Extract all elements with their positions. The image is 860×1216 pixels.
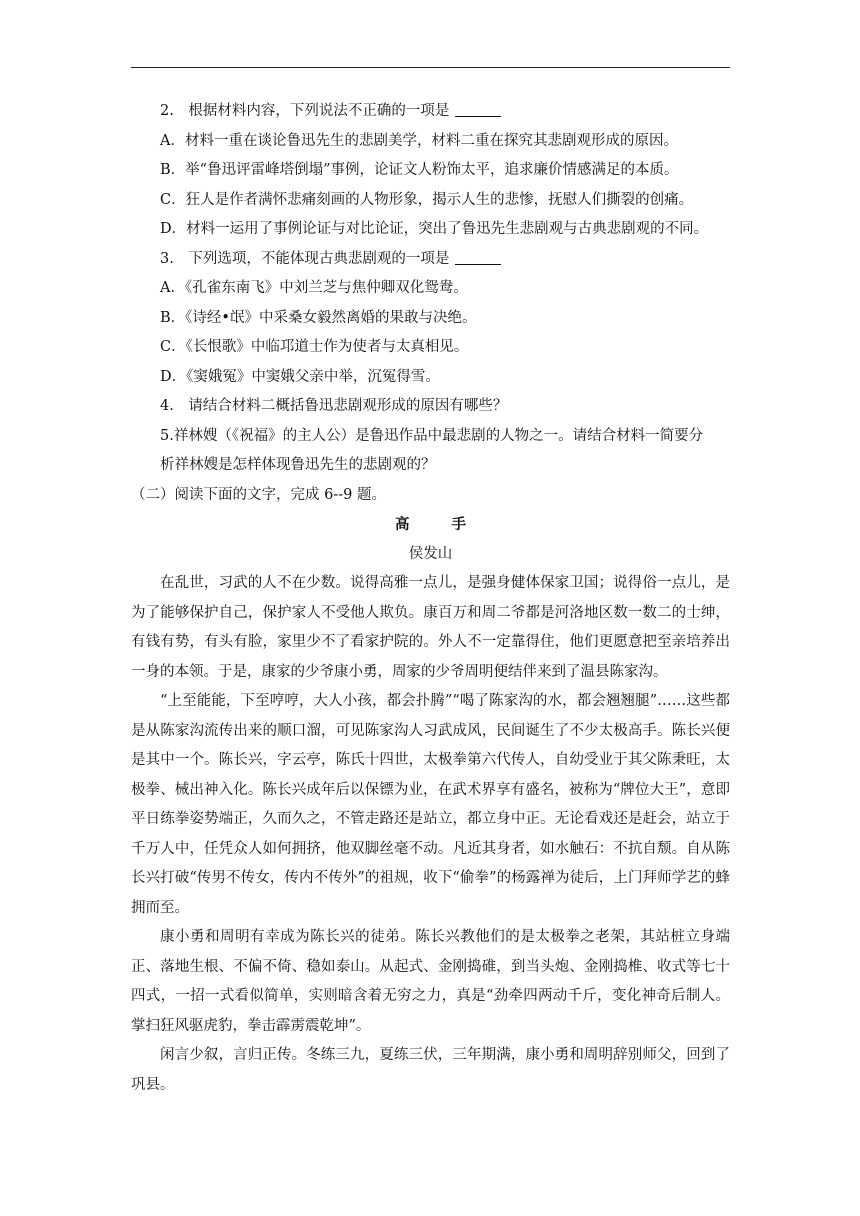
question-2-text: 2. 根据材料内容，下列说法不正确的一项是 [160, 103, 450, 119]
story-author: 侯发山 [408, 545, 453, 562]
question-3-text: 3. 下列选项，不能体现古典悲剧观的一项是 [160, 250, 450, 267]
question-3-option-a: A．《孔雀东南飞》中刘兰芝与焦仲卿双化鸳鸯。 [160, 280, 468, 296]
document-content [131, 97, 730, 1100]
question-2-option-d: D．材料一运用了事例论证与对比论证，突出了鲁迅先生悲剧观与古典悲剧观的不同。 [160, 221, 709, 237]
story-body [131, 569, 730, 1100]
answer-blank [455, 102, 501, 117]
question-4: 4. 请结合材料二概括鲁迅悲剧观形成的原因有哪些？ [160, 398, 508, 414]
story-paragraph: 闲言少叙，言归正传。冬练三九，夏练三伏，三年期满，康小勇和周明辞别师父，回到了巩县。 [131, 1047, 730, 1093]
question-2-option-a: A．材料一重在谈论鲁迅先生的悲剧美学，材料二重在探究其悲剧观形成的原因。 [160, 132, 678, 149]
question-2-option-b: B．举“鲁迅评雷峰塔倒塌”事例，论证文人粉饰太平，追求廉价情感满足的本质。 [160, 162, 679, 178]
question-3-stem [131, 245, 730, 275]
question-2-option-c: C．狂人是作者满怀悲痛刻画的人物形象，揭示人生的悲惨，抚慰人们撕裂的创痛。 [160, 191, 694, 208]
question-3-option-d: D．《窦娥冤》中窦娥父亲中举，沉冤得雪。 [160, 368, 440, 385]
story-title-char-2: 手 [451, 516, 466, 533]
header-rule [131, 67, 730, 68]
question-5-line-1: 5.祥林嫂（《祝福》的主人公）是鲁迅作品中最悲剧的人物之一。请结合材料一简要分 [160, 427, 704, 444]
question-2-stem [131, 97, 730, 127]
question-3-option-c: C．《长恨歌》中临邛道士作为使者与太真相见。 [160, 339, 469, 355]
story-paragraph: “上至能能，下至哼哼，大人小孩，都会扑腾”“喝了陈家沟的水，都会翘翘腿”……这些都是从陈家沟流传出来的顺口溜，可见陈家沟人习武成风，民间诞生了不少太极高手。陈长兴便是其中一个。陈长兴，字云亭，陈氏十四世，太极拳第六代传人，自幼受业于其父陈秉旺，太极拳、械出神入化。陈长兴成年后以保镖为业，在武术界享有盛名，被称为“牌位大王”，意即平日练拳姿势端正，久而久之，不管走路还是站立，都立身中正。无论看戏还是赶会，站立于千万人中，任凭众人如何拥挤，他双脚丝毫不动。凡近其身者，如水触石：不抗自颓。自从陈长兴打破“传男不传女，传内不传外”的祖规，收下“偷拳”的杨露禅为徒后，上门拜师学艺的蜂拥而至。 [131, 693, 730, 916]
story-title-char-1: 高 [395, 516, 410, 533]
question-5-line-2: 析祥林嫂是怎样体现鲁迅先生的悲剧观的？ [160, 457, 436, 473]
section-heading: （二）阅读下面的文字，完成 6--9 题。 [131, 486, 386, 503]
story-paragraph: 康小勇和周明有幸成为陈长兴的徒弟。陈长兴教他们的是太极拳之老架，其站桩立身端正、落地生根、不偏不倚、稳如泰山。从起式、金刚捣碓，到当头炮、金刚捣椎、收式等七十四式，一招一式看似简单，实则暗含着无穷之力，真是“劲牵四两动千斤，变化神奇后制人。掌扫狂风驱虎豹，拳击霹雳震乾坤”。 [131, 929, 730, 1034]
answer-blank [455, 250, 501, 265]
story-title [131, 510, 730, 540]
story-paragraph: 在乱世，习武的人不在少数。说得高雅一点儿，是强身健体保家卫国；说得俗一点儿，是为了能够保护自己，保护家人不受他人欺负。康百万和周二爷都是河洛地区数一数二的士绅，有钱有势，有头有脸，家里少不了看家护院的。外人不一定靠得住，他们更愿意把至亲培养出一身的本领。于是，康家的少爷康小勇，周家的少爷周明便结伴来到了温县陈家沟。 [131, 575, 730, 680]
question-3-option-b: B．《诗经•氓》中采桑女毅然离婚的果敢与决绝。 [160, 309, 477, 326]
